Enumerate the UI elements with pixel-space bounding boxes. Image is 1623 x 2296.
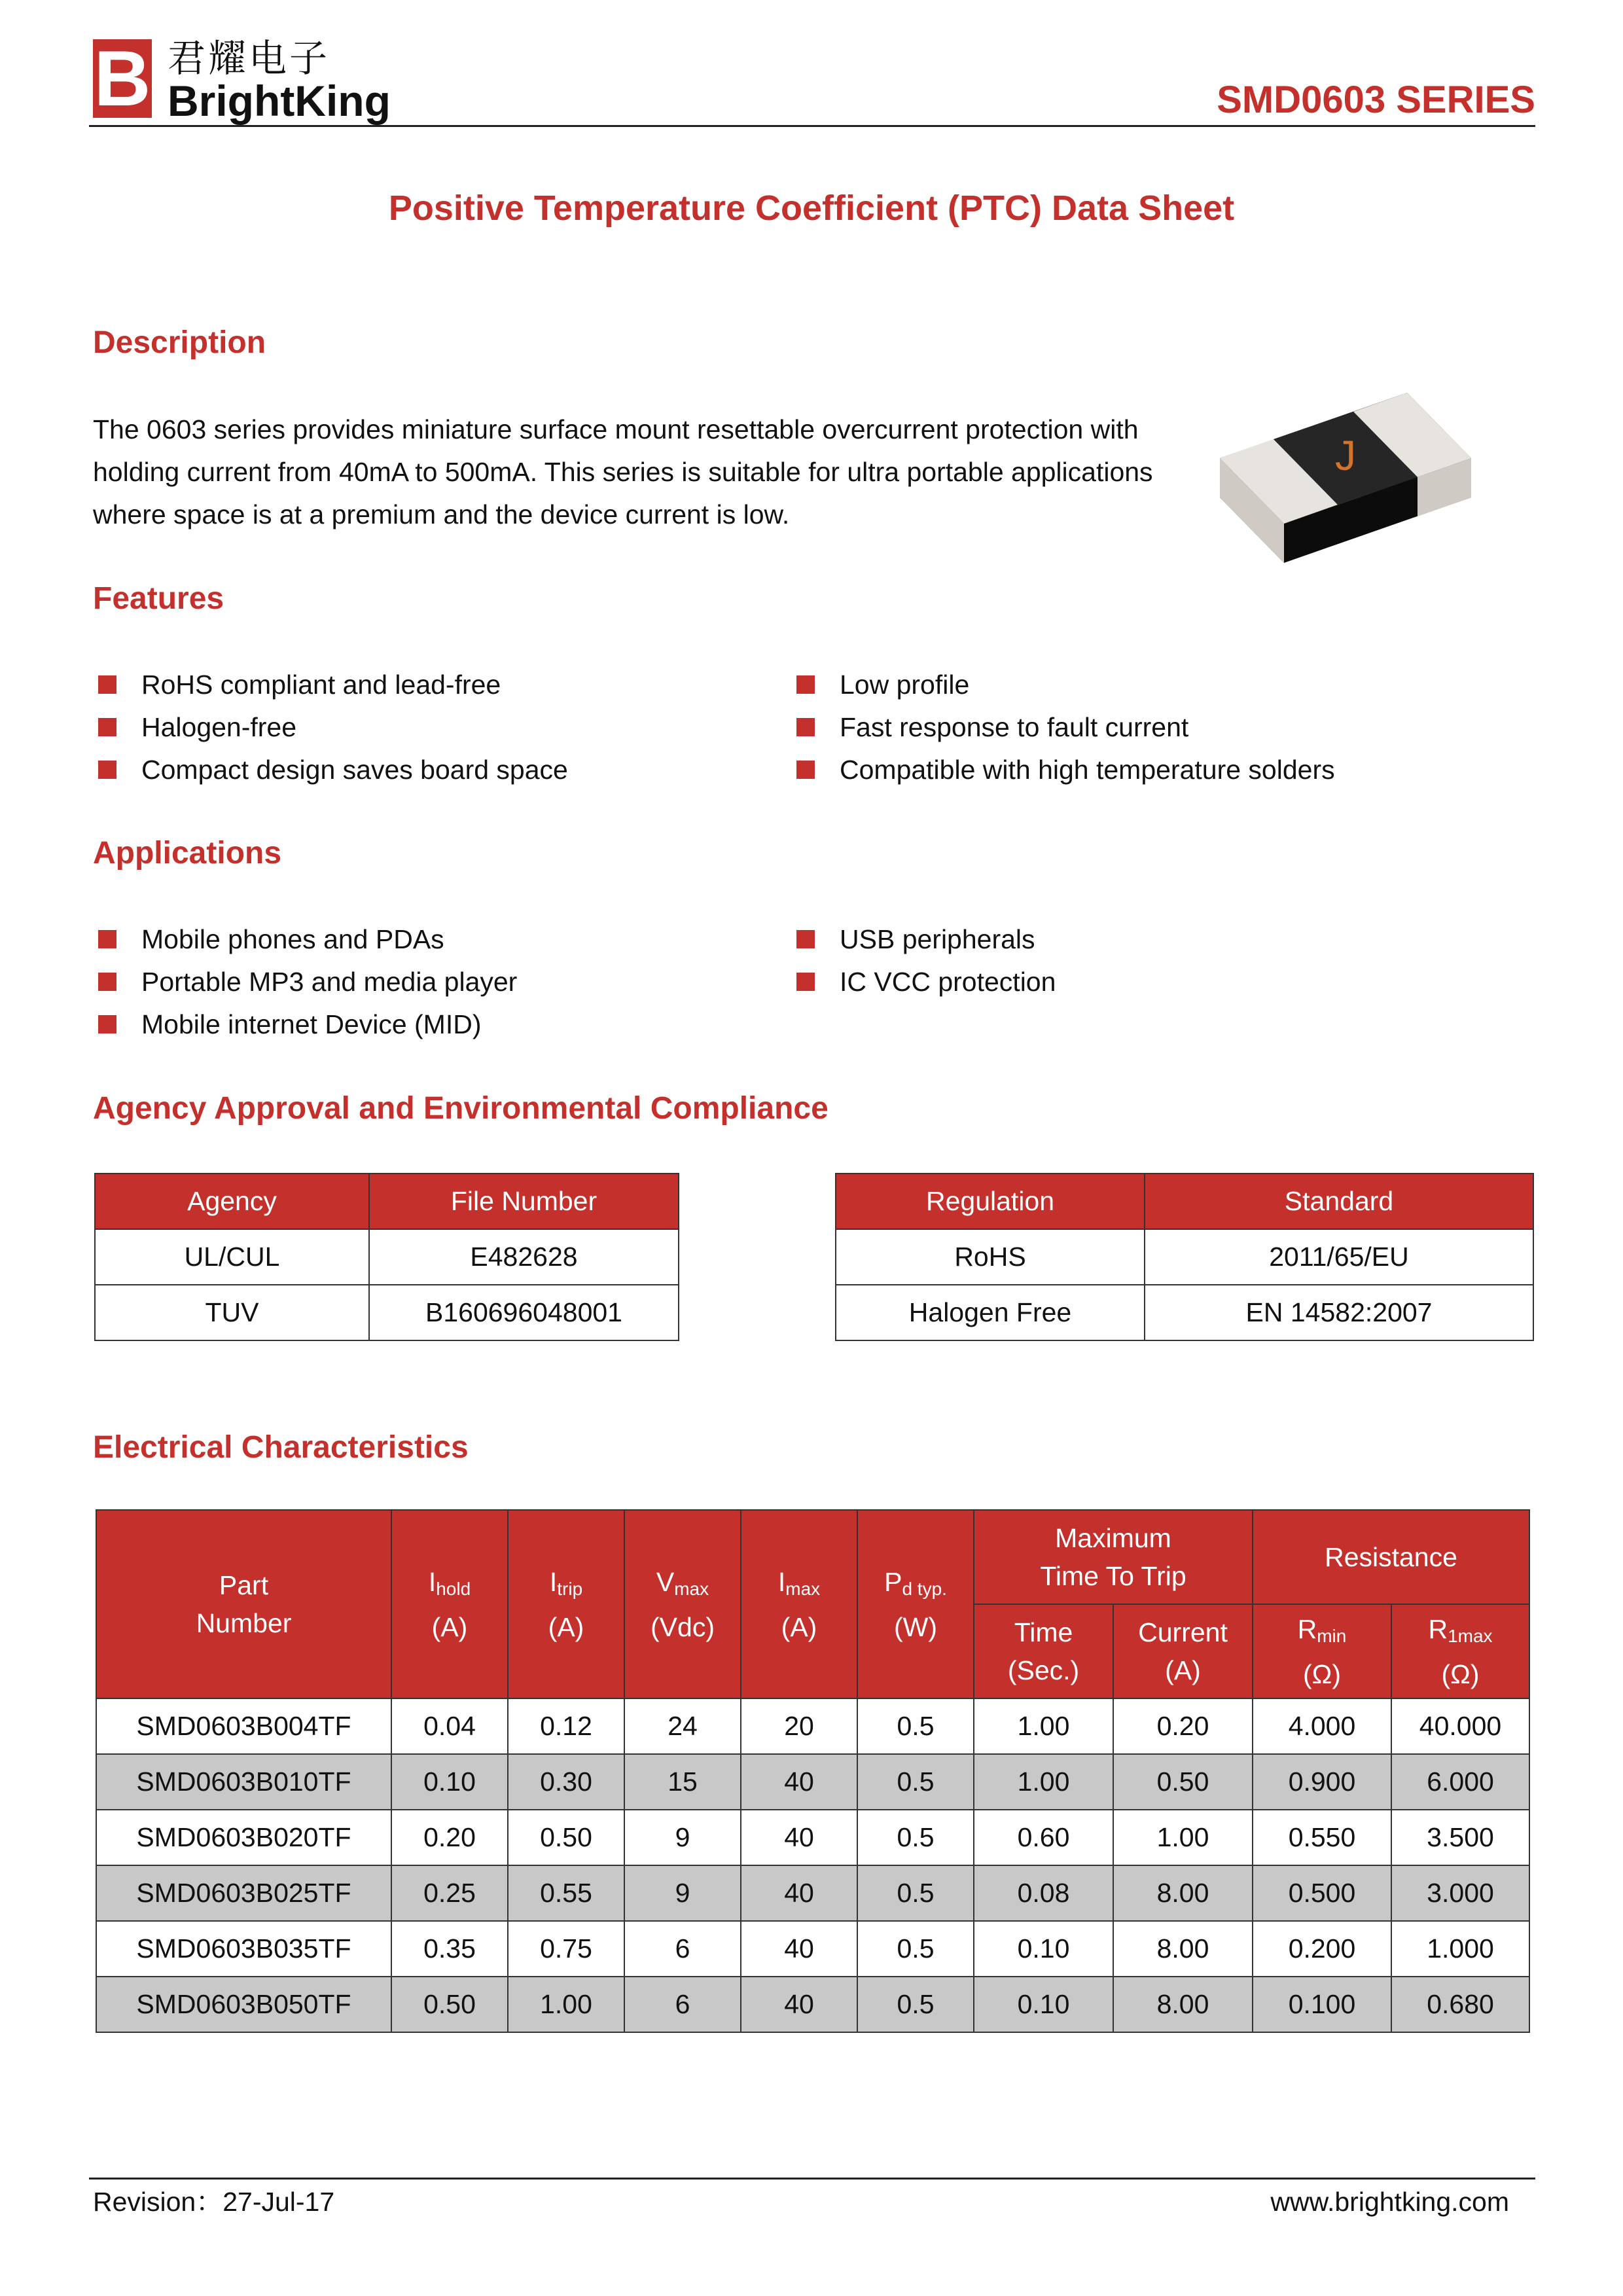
brand-logo-mark: B — [94, 35, 151, 122]
table-row — [96, 1754, 1529, 1810]
bullet-square-icon — [98, 1015, 116, 1033]
header-time: Time (Sec.) — [974, 1604, 1113, 1698]
features-heading: Features — [93, 581, 224, 616]
table-cell: 24 — [624, 1698, 741, 1754]
table-row — [95, 1229, 679, 1285]
table-cell: B160696048001 — [369, 1285, 679, 1340]
table-row — [96, 1698, 1529, 1754]
table-cell: 0.35 — [391, 1921, 508, 1977]
header-itrip: $I_{trip}$ (A) — [508, 1510, 624, 1698]
table-cell: 3.000 — [1391, 1865, 1529, 1921]
table-cell: 1.00 — [974, 1754, 1113, 1810]
table-row — [836, 1229, 1533, 1285]
table-cell: 1.00 — [508, 1977, 624, 2032]
table-cell: EN 14582:2007 — [1145, 1285, 1533, 1340]
table-cell: 0.900 — [1253, 1754, 1391, 1810]
table-cell: 0.5 — [857, 1810, 974, 1865]
table-cell: 0.550 — [1253, 1810, 1391, 1865]
table-cell: 1.000 — [1391, 1921, 1529, 1977]
table-cell: 0.500 — [1253, 1865, 1391, 1921]
applications-heading: Applications — [93, 836, 282, 870]
product-image — [1211, 367, 1479, 589]
header-current: Current (A) — [1113, 1604, 1253, 1698]
table-row — [836, 1285, 1533, 1340]
bullet-square-icon — [98, 761, 116, 779]
table-cell: 8.00 — [1113, 1865, 1253, 1921]
part-number-cell: SMD0603B020TF — [96, 1810, 391, 1865]
table-cell: 1.00 — [1113, 1810, 1253, 1865]
table-cell: TUV — [95, 1285, 369, 1340]
table-cell: 0.20 — [391, 1810, 508, 1865]
table-cell: 40 — [741, 1977, 857, 2032]
bullet-square-icon — [98, 973, 116, 991]
table-cell: 4.000 — [1253, 1698, 1391, 1754]
chip-marking: J — [1335, 432, 1356, 479]
table-cell: 6.000 — [1391, 1754, 1529, 1810]
table-cell: 0.680 — [1391, 1977, 1529, 2032]
series-title: SMD0603 SERIES — [1217, 79, 1535, 121]
table-cell: 0.50 — [508, 1810, 624, 1865]
bullet-square-icon — [98, 930, 116, 948]
table-cell: 1.00 — [974, 1698, 1113, 1754]
table-row — [96, 1977, 1529, 2032]
header-pd: $P_{d typ.}$ (W) — [857, 1510, 974, 1698]
header-divider — [89, 125, 1535, 127]
header-ihold: $I_{hold}$ (A) — [391, 1510, 508, 1698]
table-cell: 40 — [741, 1810, 857, 1865]
table-cell: 0.08 — [974, 1865, 1113, 1921]
table-cell: 0.200 — [1253, 1921, 1391, 1977]
agency-table — [94, 1173, 679, 1341]
revision-date: Revision：27-Jul-17 — [93, 2187, 335, 2217]
table-row — [96, 1810, 1529, 1865]
header-resistance: Resistance — [1253, 1510, 1529, 1604]
header-max-time-to-trip: Maximum Time To Trip — [974, 1510, 1253, 1604]
table-cell: 0.5 — [857, 1977, 974, 2032]
table-cell: Halogen Free — [836, 1285, 1145, 1340]
table-cell: 0.60 — [974, 1810, 1113, 1865]
part-number-cell: SMD0603B004TF — [96, 1698, 391, 1754]
footer-divider — [89, 2178, 1535, 2179]
table-row — [95, 1285, 679, 1340]
regulation-header-cell: Standard — [1145, 1174, 1533, 1229]
table-cell: 0.10 — [391, 1754, 508, 1810]
table-cell: 0.25 — [391, 1865, 508, 1921]
table-cell: 0.55 — [508, 1865, 624, 1921]
table-row — [96, 1865, 1529, 1921]
table-cell: 0.30 — [508, 1754, 624, 1810]
website-link[interactable]: www.brightking.com — [1270, 2187, 1509, 2217]
table-cell: 0.20 — [1113, 1698, 1253, 1754]
header-vmax: $V_{max}$ (Vdc) — [624, 1510, 741, 1698]
bullet-square-icon — [796, 761, 815, 779]
table-cell: 6 — [624, 1921, 741, 1977]
table-cell: 8.00 — [1113, 1977, 1253, 2032]
header-r1max: $R_{1max}$ (Ω) — [1391, 1604, 1529, 1698]
part-number-cell: SMD0603B050TF — [96, 1977, 391, 2032]
table-cell: 6 — [624, 1977, 741, 2032]
table-cell: 0.04 — [391, 1698, 508, 1754]
table-cell: 9 — [624, 1865, 741, 1921]
description-heading: Description — [93, 325, 266, 360]
table-cell: 0.50 — [391, 1977, 508, 2032]
table-cell: 2011/65/EU — [1145, 1229, 1533, 1285]
table-cell: 0.75 — [508, 1921, 624, 1977]
document-title: Positive Temperature Coefficient (PTC) Data Sheet — [388, 188, 1235, 228]
header-rmin: $R_{min}$ (Ω) — [1253, 1604, 1391, 1698]
bullet-square-icon — [796, 718, 815, 736]
agency-header-cell: File Number — [369, 1174, 679, 1229]
table-cell: 0.10 — [974, 1921, 1113, 1977]
bullet-square-icon — [796, 930, 815, 948]
table-cell: 0.5 — [857, 1698, 974, 1754]
table-cell: 40.000 — [1391, 1698, 1529, 1754]
table-cell: 0.12 — [508, 1698, 624, 1754]
table-cell: 0.5 — [857, 1865, 974, 1921]
bullet-square-icon — [98, 718, 116, 736]
bullet-square-icon — [98, 675, 116, 694]
part-number-cell: SMD0603B025TF — [96, 1865, 391, 1921]
regulation-header-cell: Regulation — [836, 1174, 1145, 1229]
table-cell: 0.10 — [974, 1977, 1113, 2032]
table-cell: 8.00 — [1113, 1921, 1253, 1977]
table-cell: E482628 — [369, 1229, 679, 1285]
agency-header-cell: Agency — [95, 1174, 369, 1229]
brand-name: BrightKing — [168, 77, 391, 125]
agency-heading: Agency Approval and Environmental Compliance — [93, 1091, 829, 1126]
brand-name-chinese: 君耀电子 — [168, 37, 330, 80]
table-cell: UL/CUL — [95, 1229, 369, 1285]
description-text: The 0603 series provides miniature surface mount resettable overcurrent protection with holding current from 40mA to 500mA. This series is suitable for ultra portable applications where space is at a premium and the device current is low. — [93, 414, 1153, 529]
table-cell: RoHS — [836, 1229, 1145, 1285]
table-row — [96, 1921, 1529, 1977]
table-cell: 40 — [741, 1865, 857, 1921]
header-part-number: Part Number — [96, 1510, 391, 1698]
electrical-heading: Electrical Characteristics — [93, 1430, 469, 1465]
table-cell: 0.5 — [857, 1754, 974, 1810]
table-cell: 20 — [741, 1698, 857, 1754]
regulation-table — [835, 1173, 1534, 1341]
table-cell: 0.50 — [1113, 1754, 1253, 1810]
table-cell: 3.500 — [1391, 1810, 1529, 1865]
bullet-square-icon — [796, 973, 815, 991]
electrical-characteristics-table — [96, 1509, 1530, 2033]
table-cell: 40 — [741, 1754, 857, 1810]
part-number-cell: SMD0603B010TF — [96, 1754, 391, 1810]
header-imax: $I_{max}$ (A) — [741, 1510, 857, 1698]
table-cell: 0.100 — [1253, 1977, 1391, 2032]
part-number-cell: SMD0603B035TF — [96, 1921, 391, 1977]
bullet-square-icon — [796, 675, 815, 694]
table-cell: 15 — [624, 1754, 741, 1810]
table-cell: 40 — [741, 1921, 857, 1977]
table-cell: 0.5 — [857, 1921, 974, 1977]
table-cell: 9 — [624, 1810, 741, 1865]
